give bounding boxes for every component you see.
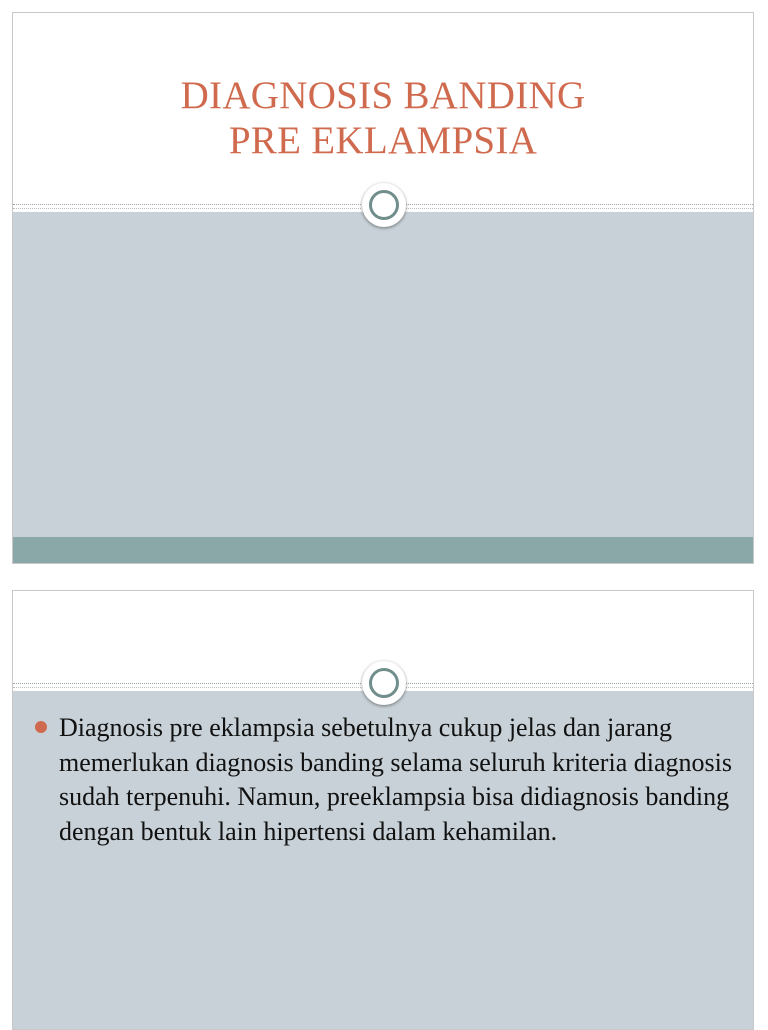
bullet-item [35, 711, 735, 849]
slide-2 [12, 590, 754, 1030]
ring-ornament-icon [362, 661, 406, 705]
bullet-text: Diagnosis pre eklampsia sebetulnya cukup jelas dan jarang memerlukan diagnosis banding selama seluruh kriteria diagnosis sudah terpenuhi. Namun, preeklampsia bisa didiagnosis banding dengan bentuk lain hipertensi dalam kehamilan. [59, 713, 732, 846]
slide-footer-strip [13, 537, 753, 564]
slide-body-area [13, 212, 753, 537]
slide-title-line-1: DIAGNOSIS BANDING [180, 74, 586, 117]
ring-ornament-icon [362, 183, 406, 227]
slide-title [13, 73, 753, 163]
slide-1 [12, 12, 754, 564]
bullet-dot-icon [35, 721, 47, 733]
slide-title-line-2: PRE EKLAMPSIA [228, 119, 538, 162]
